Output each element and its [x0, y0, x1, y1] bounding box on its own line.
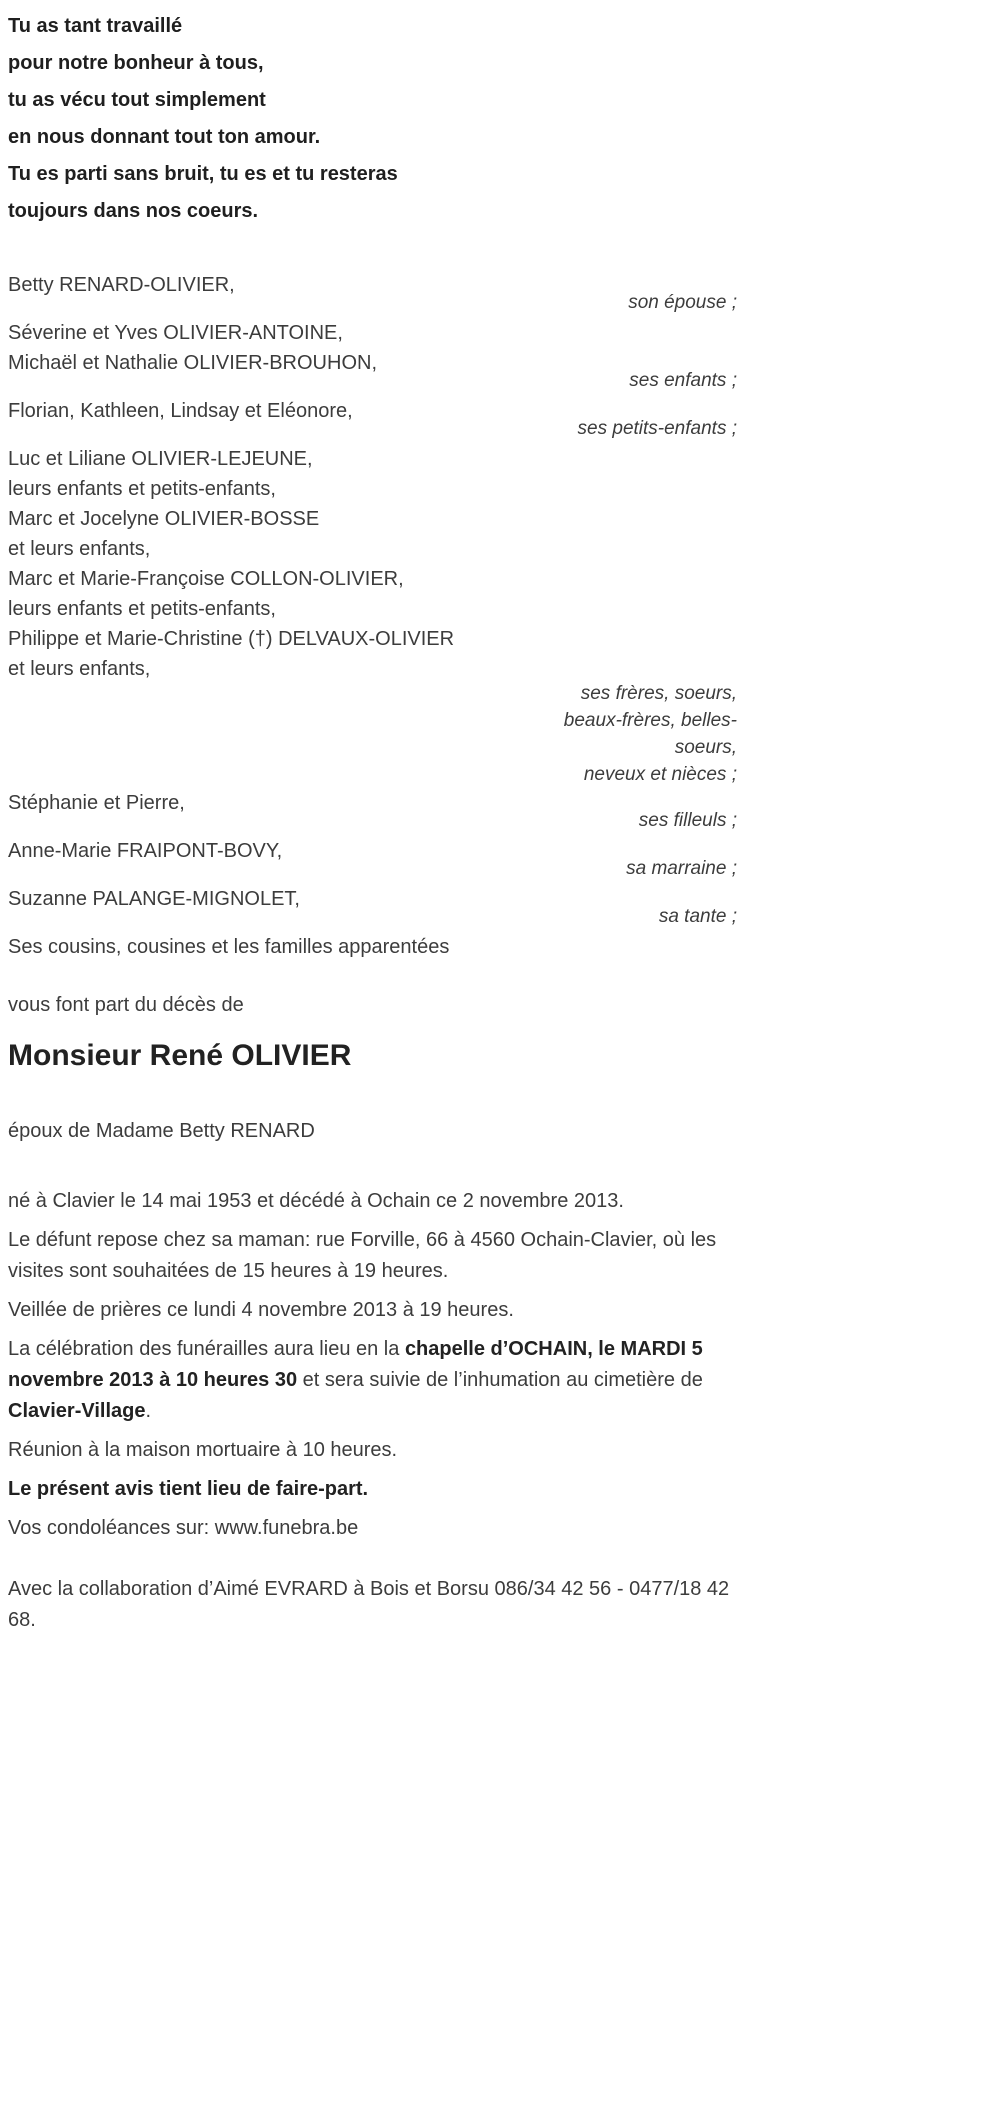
memorial-poem	[8, 8, 737, 230]
text-segment-bold: chapelle d’OCHAIN, le MARDI 5 novembre 2013 à 10 heures 30	[8, 1338, 703, 1391]
relative-name: Séverine et Yves OLIVIER-ANTOINE,	[8, 322, 343, 344]
deceased-name: Monsieur René OLIVIER	[8, 1039, 352, 1072]
relation-label: beaux-frères, belles-	[563, 710, 737, 731]
relative-name: Philippe et Marie-Christine (†) DELVAUX-OLIVIER	[8, 628, 455, 650]
relative-name: leurs enfants et petits-enfants,	[8, 598, 276, 620]
relative-name: et leurs enfants,	[8, 538, 151, 560]
relation-label: ses petits-enfants ;	[577, 418, 737, 439]
relation-label: son épouse ;	[628, 292, 737, 313]
relation-label: sa marraine ;	[626, 858, 737, 879]
relative-name: Suzanne PALANGE-MIGNOLET,	[8, 888, 300, 910]
relative-name: Marc et Jocelyne OLIVIER-BOSSE	[8, 508, 320, 530]
relative-name: Ses cousins, cousines et les familles apparentées	[8, 936, 450, 958]
relation-label: ses enfants ;	[629, 370, 737, 391]
poem-line: tu as vécu tout simplement	[8, 89, 266, 111]
relative-group-godmother	[8, 836, 737, 884]
relative-group-children	[8, 318, 737, 396]
text-segment: .	[145, 1400, 152, 1422]
relation-label: soeurs,	[674, 737, 737, 758]
poem-line: toujours dans nos coeurs.	[8, 200, 259, 222]
relatives-list	[8, 270, 737, 962]
vigil-line: Veillée de prières ce lundi 4 novembre 2013 à 19 heures.	[8, 1299, 514, 1321]
relation-label: ses filleuls ;	[638, 810, 737, 831]
notice-line: Le présent avis tient lieu de faire-part.	[8, 1478, 369, 1500]
relative-name: Stéphanie et Pierre,	[8, 792, 185, 814]
relation-label: sa tante ;	[658, 906, 737, 927]
reunion-line: Réunion à la maison mortuaire à 10 heures.	[8, 1439, 398, 1461]
relative-group-aunt	[8, 884, 737, 932]
announcement-intro: vous font part du décès de	[8, 994, 244, 1016]
poem-line: Tu as tant travaillé	[8, 15, 183, 37]
relative-name: Michaël et Nathalie OLIVIER-BROUHON,	[8, 352, 378, 374]
funeral-paragraph	[8, 1334, 737, 1427]
collaboration-line: Avec la collaboration d’Aimé EVRARD à Bois et Borsu 086/34 42 56 - 0477/18 42 68.	[8, 1578, 730, 1631]
relation-label-block	[8, 680, 737, 788]
relation-label: ses frères, soeurs,	[580, 683, 737, 704]
text-segment: et sera suivie de l’inhumation au cimetière de	[297, 1369, 703, 1391]
relative-name: leurs enfants et petits-enfants,	[8, 478, 276, 500]
relative-name: Marc et Marie-Françoise COLLON-OLIVIER,	[8, 568, 404, 590]
birth-death-line: né à Clavier le 14 mai 1953 et décédé à Ochain ce 2 novembre 2013.	[8, 1190, 624, 1212]
poem-line: en nous donnant tout ton amour.	[8, 126, 321, 148]
relative-name: Anne-Marie FRAIPONT-BOVY,	[8, 840, 283, 862]
relative-name: Florian, Kathleen, Lindsay et Eléonore,	[8, 400, 353, 422]
relative-name: et leurs enfants,	[8, 658, 151, 680]
relative-group-spouse	[8, 270, 737, 318]
poem-line: pour notre bonheur à tous,	[8, 52, 264, 74]
relative-name: Betty RENARD-OLIVIER,	[8, 274, 235, 296]
relative-group-grandchildren	[8, 396, 737, 444]
relative-name: Luc et Liliane OLIVIER-LEJEUNE,	[8, 448, 313, 470]
text-segment-bold: Clavier-Village	[8, 1400, 146, 1422]
condolences-line: Vos condoléances sur: www.funebra.be	[8, 1517, 359, 1539]
spouse-line: époux de Madame Betty RENARD	[8, 1120, 315, 1142]
relation-label: neveux et nièces ;	[583, 764, 737, 785]
funeral-details	[8, 1186, 737, 1636]
poem-line: Tu es parti sans bruit, tu es et tu resteras	[8, 163, 398, 185]
text-segment: La célébration des funérailles aura lieu en la	[8, 1338, 405, 1360]
relative-group-siblings	[8, 444, 737, 788]
repose-line: Le défunt repose chez sa maman: rue Forville, 66 à 4560 Ochain-Clavier, où les visites sont souhaitées de 15 heures à 19 heures.	[8, 1229, 717, 1282]
relative-group-cousins	[8, 932, 737, 962]
relative-group-godchildren	[8, 788, 737, 836]
